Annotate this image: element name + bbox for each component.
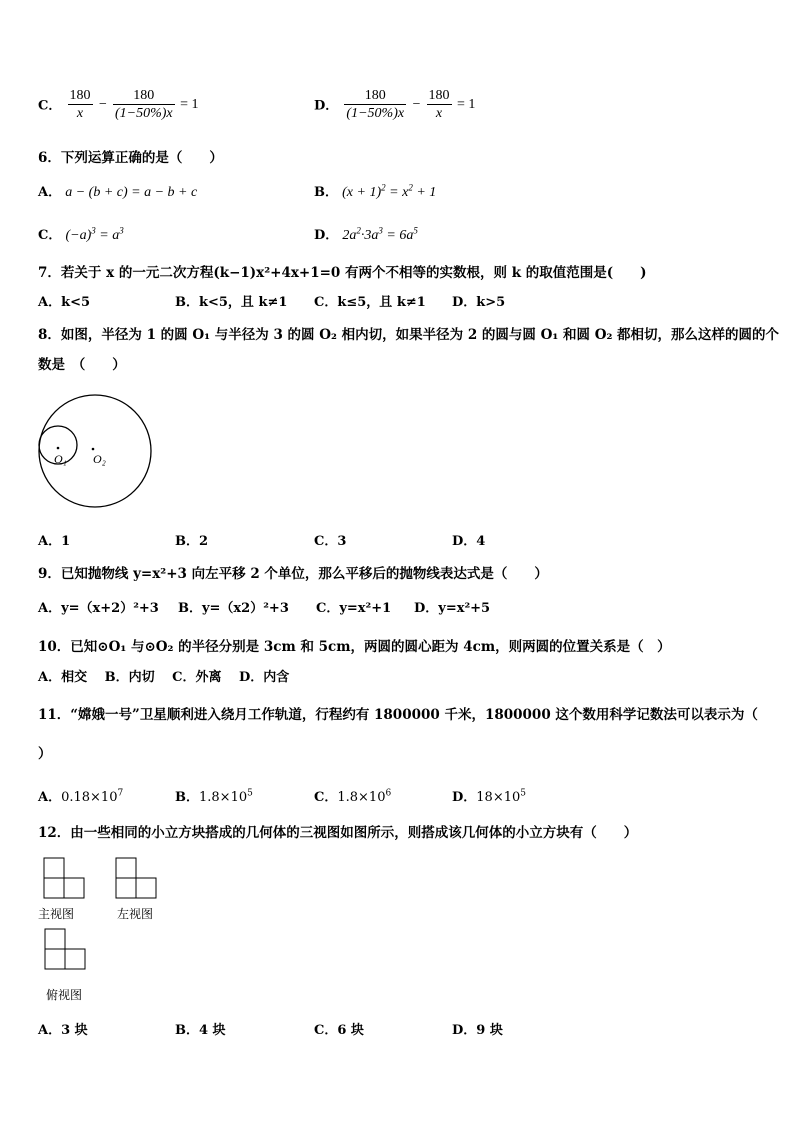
label-o2: O₂: [93, 452, 106, 466]
q9-option-d[interactable]: D．y=x²+5: [414, 601, 491, 616]
q11-stem-line2: ）: [38, 746, 52, 762]
center-o2-dot: [92, 448, 95, 451]
q10-options[interactable]: A．相交 B．内切 C．外离 D．内含: [38, 670, 290, 685]
q5-d-expression: $\frac{180}{(1-50\%)x}$ − $\frac{180}{x}$ = 1: [346, 88, 476, 121]
q11-stem-line1: 11．“嫦娥一号”卫星顺利进入绕月工作轨道，行程约有 1800000 千米，1800000 这个数用科学记数法可以表示为（: [38, 707, 758, 723]
q8-option-b[interactable]: B．2: [175, 534, 209, 549]
q12-option-a[interactable]: A．3 块: [38, 1023, 88, 1038]
q11-option-c[interactable]: C．$1.8\times 10^6$: [314, 788, 392, 805]
q7-option-b[interactable]: B．k<5，且 k≠1: [175, 295, 288, 310]
q9-option-c[interactable]: C．y=x²+1: [316, 601, 392, 616]
q6-option-b[interactable]: B． $(x + 1)^2 = x^2 + 1$: [314, 182, 437, 200]
left-view-caption: 左视图: [117, 907, 154, 921]
q5-option-c[interactable]: [38, 88, 199, 121]
q11-option-a[interactable]: A．$0.18\times 10^7$: [38, 788, 124, 805]
q7-stem: 7．若关于 x 的一元二次方程(k−1)x²+4x+1=0 有两个不相等的实数根，则 k 的取值范围是( ): [38, 265, 647, 281]
q6-stem: 6．下列运算正确的是（ ）: [38, 150, 223, 166]
label-o1: O₁: [54, 452, 67, 466]
q7-option-d[interactable]: D．k>5: [452, 295, 506, 310]
q9-stem: 9．已知抛物线 y=x²+3 向左平移 2 个单位，那么平移后的抛物线表达式是（ ）: [38, 566, 548, 582]
q5-c-expression: $\frac{180}{x}$ − $\frac{180}{(1-50\%)x}$ = 1: [69, 88, 199, 121]
left-view-figure: [115, 857, 159, 899]
front-view-figure: [43, 857, 87, 899]
q10-stem: 10．已知⊙O₁ 与⊙O₂ 的半径分别是 3cm 和 5cm，两圆的圆心距为 4cm，则两圆的位置关系是（ ）: [38, 639, 671, 655]
q5-option-d[interactable]: [314, 88, 475, 121]
top-view-caption: 俯视图: [46, 988, 83, 1002]
q9-option-a[interactable]: A．y=（x+2）²+3: [38, 601, 159, 616]
front-view-caption: 主视图: [38, 907, 75, 921]
q12-option-c[interactable]: C．6 块: [314, 1023, 364, 1038]
circle-o2: [39, 395, 151, 507]
q8-option-c[interactable]: C．3: [314, 534, 347, 549]
top-view-figure: [44, 928, 88, 970]
q8-circles-figure: [34, 390, 158, 514]
q8-option-d[interactable]: D．4: [452, 534, 486, 549]
q7-option-a[interactable]: A．k<5: [38, 295, 91, 310]
q11-option-d[interactable]: D．$18\times 10^5$: [452, 788, 526, 805]
q6-option-d[interactable]: D． $2a^2\cdot 3a^3 = 6a^5$: [314, 225, 418, 243]
q9-option-b[interactable]: B．y=（x2）²+3: [178, 601, 289, 616]
q7-option-c[interactable]: C．k≤5，且 k≠1: [314, 295, 426, 310]
q8-option-a[interactable]: A．1: [38, 534, 71, 549]
q12-option-d[interactable]: D．9 块: [452, 1023, 503, 1038]
q8-stem-line1: 8．如图，半径为 1 的圆 O₁ 与半径为 3 的圆 O₂ 相内切，如果半径为 2 的圆与圆 O₁ 和圆 O₂ 都相切，那么这样的圆的个: [38, 327, 780, 343]
center-o1-dot: [57, 447, 60, 450]
q6-option-a[interactable]: A． a − (b + c) = a − b + c: [38, 185, 198, 200]
q6-option-c[interactable]: C． $(-a)^3 = a^3$: [38, 225, 124, 243]
q11-option-b[interactable]: B．$1.8\times 10^5$: [175, 788, 253, 805]
q12-option-b[interactable]: B．4 块: [175, 1023, 226, 1038]
q8-stem-line2: 数是 （ ）: [38, 357, 126, 373]
option-label: D．: [314, 98, 339, 114]
option-label: C．: [38, 98, 62, 114]
q12-stem: 12．由一些相同的小立方块搭成的几何体的三视图如图所示，则搭成该几何体的小立方块有（ ）: [38, 825, 638, 841]
